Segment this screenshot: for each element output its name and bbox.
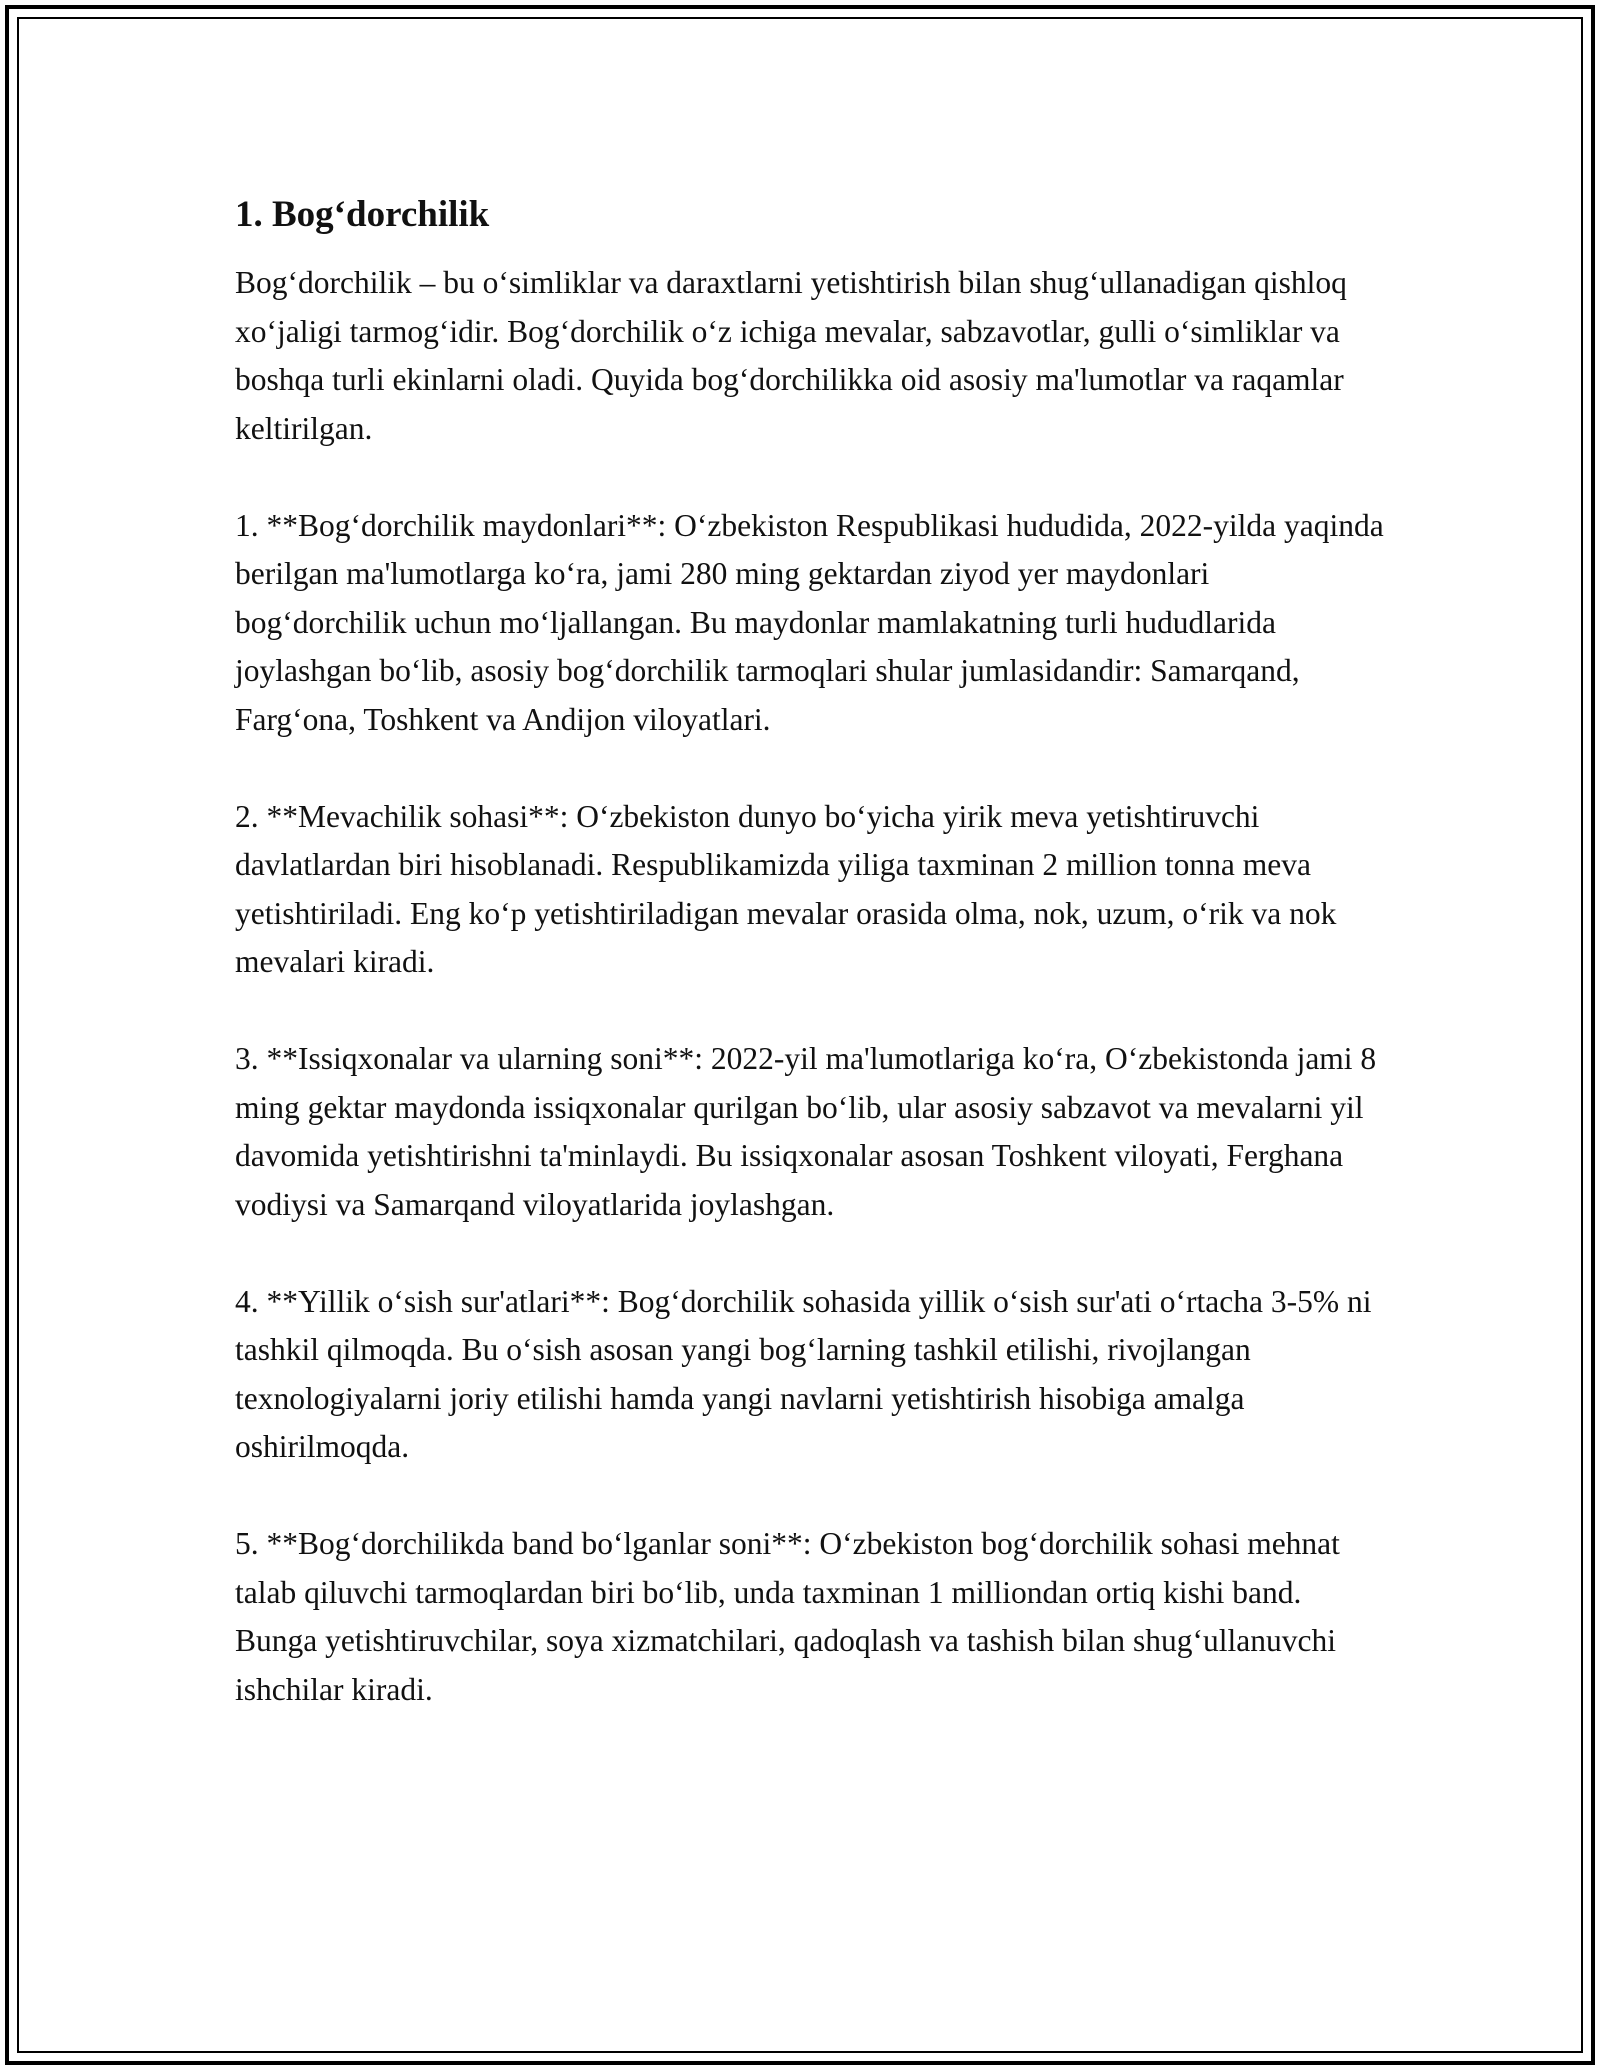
intro-paragraph: Bog‘dorchilik – bu o‘simliklar va daraxtlarni yetishtirish bilan shug‘ullanadigan qishloq xo‘jaligi tarmog‘idir. Bog‘dorchilik o‘z ichiga mevalar, sabzavotlar, gulli o‘simliklar va boshqa turli ekinlarni oladi. Quyida bog‘dorchilikka oid asosiy ma'lumotlar va raqamlar keltirilgan. [235, 265, 1347, 446]
page-title: 1. Bog‘dorchilik [235, 194, 490, 235]
section-paragraph-3: 3. **Issiqxonalar va ularning soni**: 2022-yil ma'lumotlariga ko‘ra, O‘zbekistonda jami 8 ming gektar maydonda issiqxonalar qurilgan bo‘lib, ular asosiy sabzavot va mevalarni yil davomida yetishtirishni ta'minlaydi. Bu issiqxonalar asosan Toshkent viloyati, Ferghana vodiysi va Samarqand viloyatlarida joylashgan. [235, 1041, 1377, 1222]
section-paragraph-4: 4. **Yillik o‘sish sur'atlari**: Bog‘dorchilik sohasida yillik o‘sish sur'ati o‘rtacha 3-5% ni tashkil qilmoqda. Bu o‘sish asosan yangi bog‘larning tashkil etilishi, rivojlangan texnologiyalarni joriy etilishi hamda yangi navlarni yetishtirish hisobiga amalga oshirilmoqda. [235, 1283, 1372, 1464]
section-paragraph-5: 5. **Bog‘dorchilikda band bo‘lganlar soni**: O‘zbekiston bog‘dorchilik sohasi mehnat talab qiluvchi tarmoqlardan biri bo‘lib, unda taxminan 1 milliondan ortiq kishi band. Bunga yetishtiruvchilar, soya xizmatchilari, qadoqlash va tashish bilan shug‘ullanuvchi ishchilar kiradi. [235, 1526, 1340, 1707]
document-body [235, 185, 1385, 1714]
section-paragraph-2: 2. **Mevachilik sohasi**: O‘zbekiston dunyo bo‘yicha yirik meva yetishtiruvchi davlatlardan biri hisoblanadi. Respublikamizda yiliga taxminan 2 million tonna meva yetishtiriladi. Eng ko‘p yetishtiriladigan mevalar orasida olma, nok, uzum, o‘rik va nok mevalari kiradi. [235, 798, 1337, 979]
section-paragraph-1: 1. **Bog‘dorchilik maydonlari**: O‘zbekiston Respublikasi hududida, 2022-yilda yaqinda berilgan ma'lumotlarga ko‘ra, jami 280 ming gektardan ziyod yer maydonlari bog‘dorchilik uchun mo‘ljallangan. Bu maydonlar mamlakatning turli hududlarida joylashgan bo‘lib, asosiy bog‘dorchilik tarmoqlari shular jumlasidandir: Samarqand, Farg‘ona, Toshkent va Andijon viloyatlari. [235, 507, 1384, 737]
